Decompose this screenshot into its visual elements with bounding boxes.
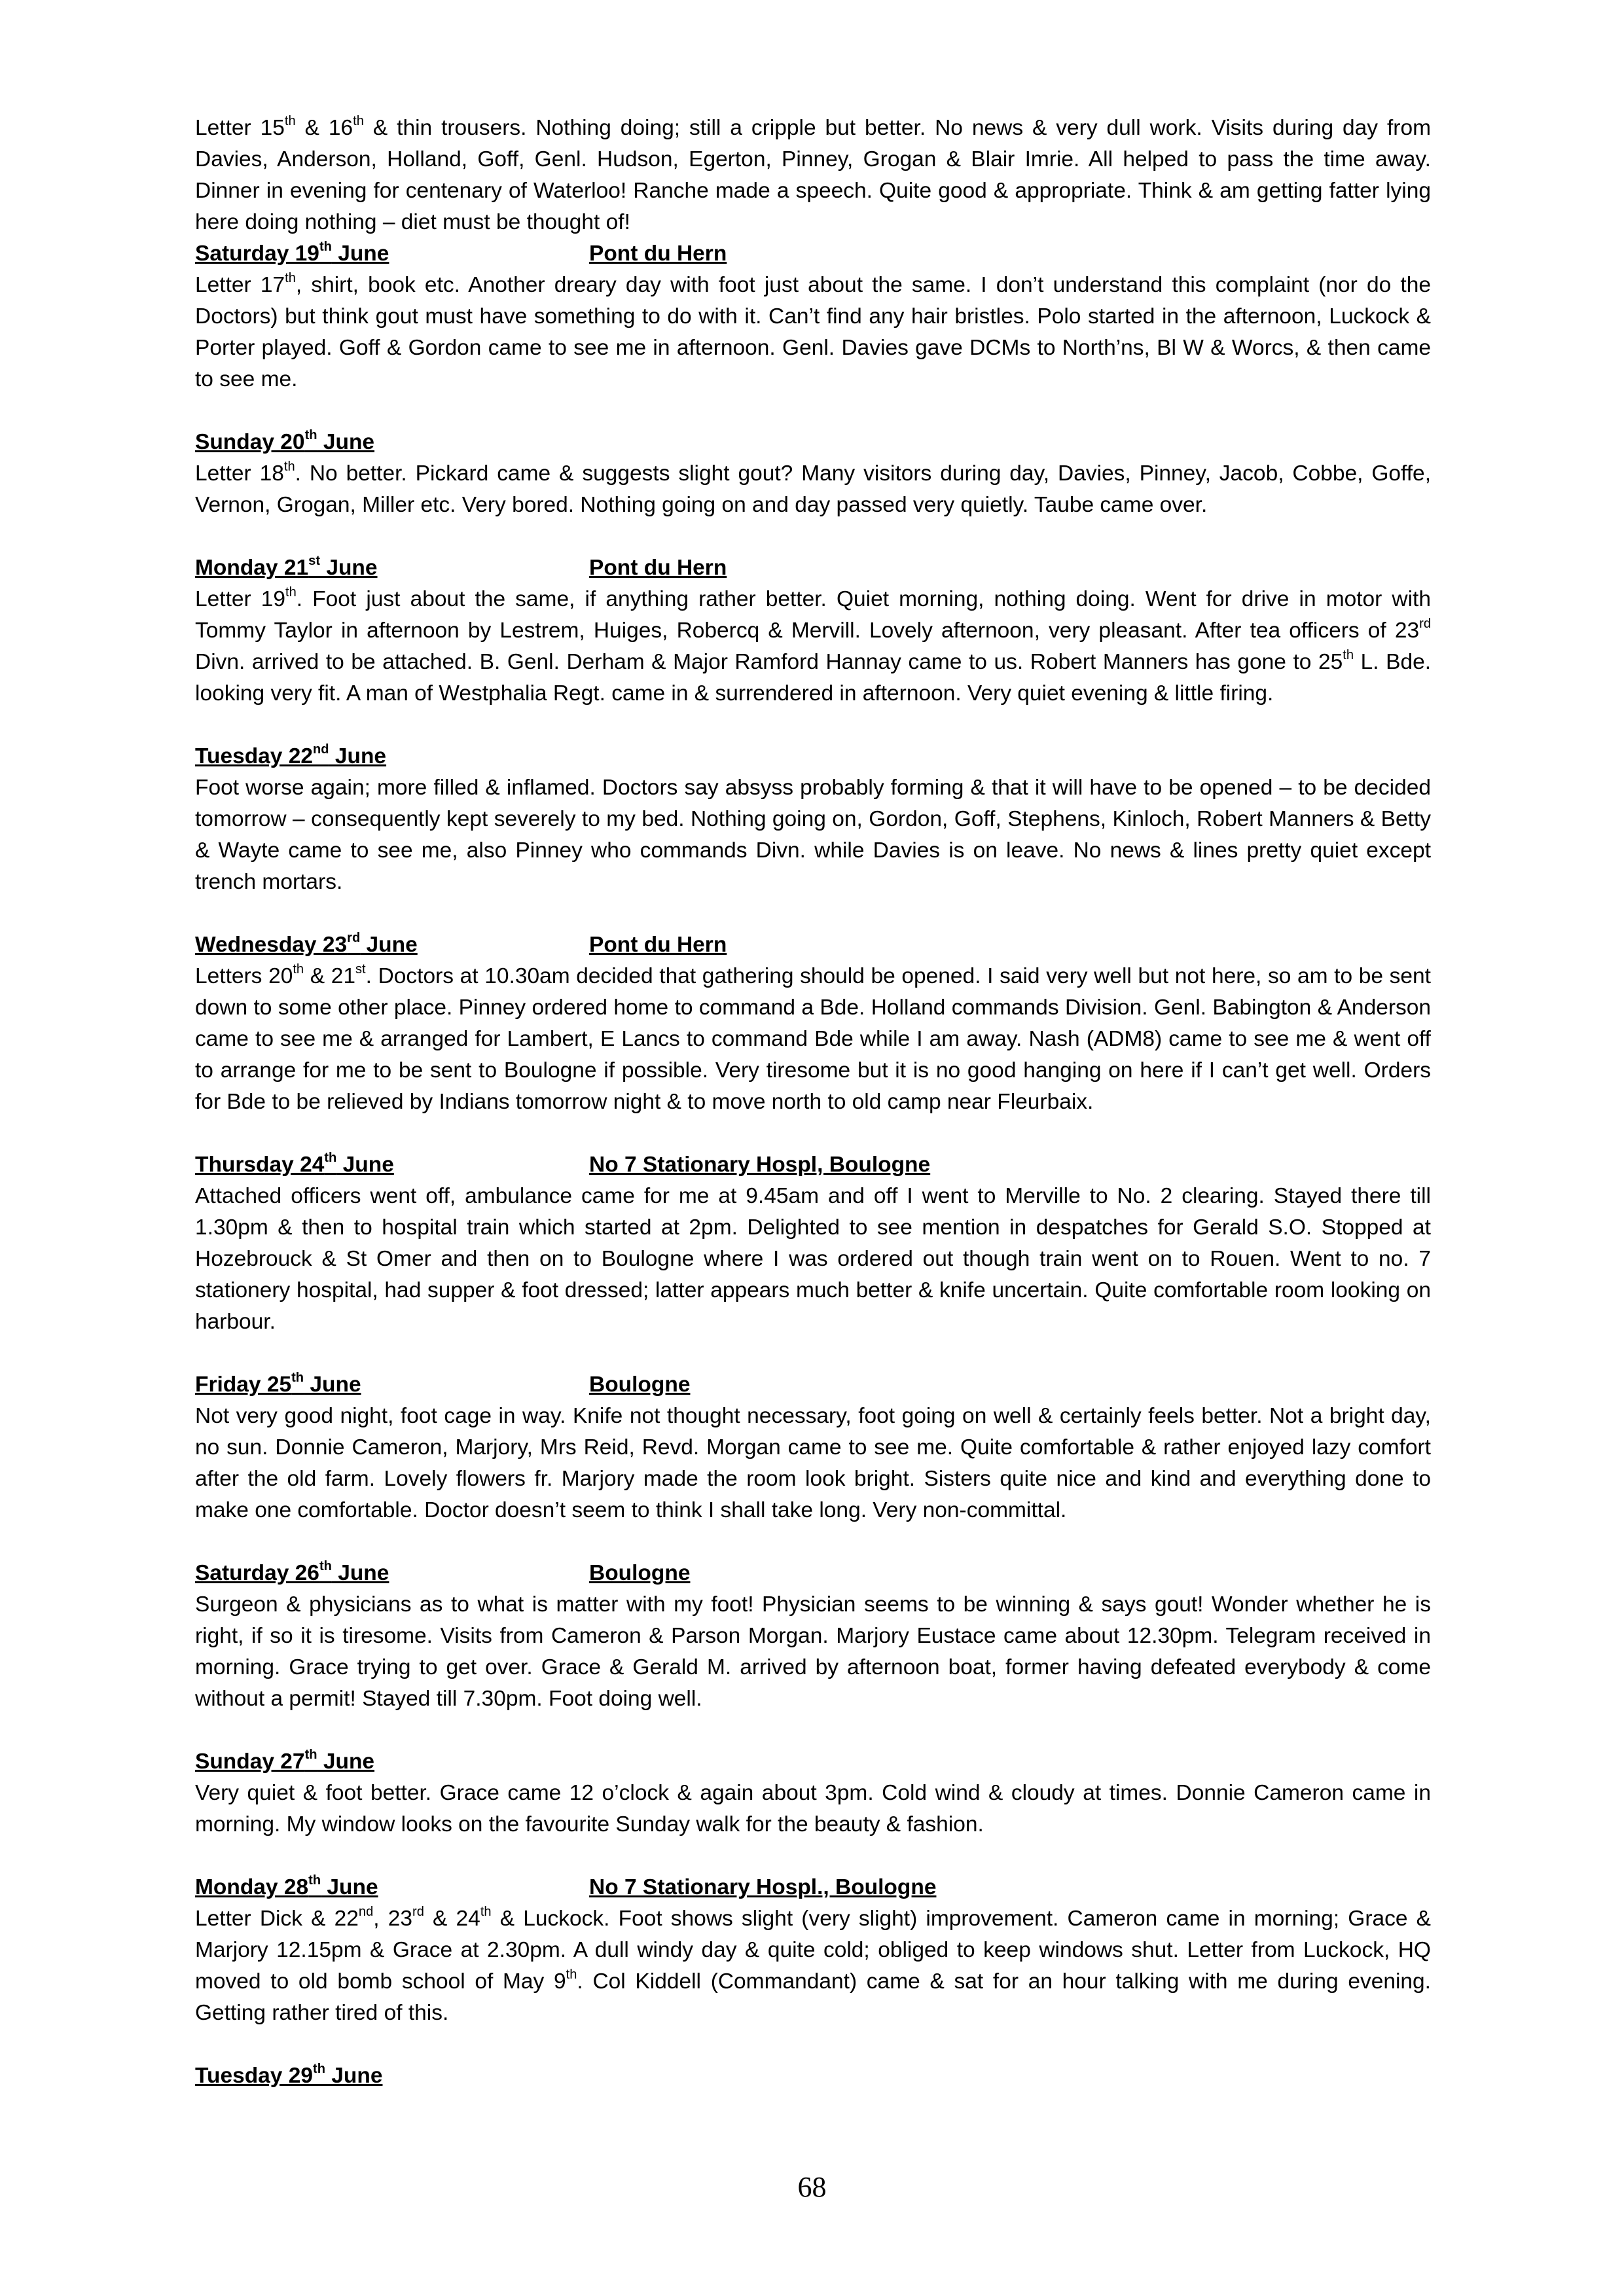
entry-text: Very quiet & foot better. Grace came 12 o’clock & again about 3pm. Cold wind & cloudy at times. Donnie Cameron came in morning. My window looks on the favourite Sunday walk for the beauty & fashion.	[195, 1781, 1431, 1837]
ordinal-suffix: st	[308, 553, 321, 568]
ordinal-suffix: rd	[412, 1904, 424, 1919]
diary-entry	[195, 741, 1431, 898]
entry-place: Boulogne	[589, 1372, 691, 1397]
entry-place: No 7 Stationary Hospl, Boulogne	[589, 1153, 931, 1177]
ordinal-suffix: th	[291, 1370, 304, 1385]
ordinal-suffix: th	[283, 459, 295, 474]
ordinal-suffix: rd	[1419, 616, 1431, 631]
diary-entry	[195, 552, 1431, 709]
diary-entry	[195, 2060, 1431, 2092]
entry-text: Letter Dick & 22nd, 23rd & 24th & Luckock. Foot shows slight (very slight) improvement. Cameron came in morning; Grace & Marjory 12.15pm & Grace at 2.30pm. A dull windy day & quite cold; obliged to keep windows shut. Letter from Luckock, HQ moved to old bomb school of May 9th. Col Kiddell (Commandant) came & sat for an hour talking with me during evening. Getting rather tired of this.	[195, 1904, 1431, 2025]
entry-place: Pont du Hern	[589, 556, 727, 580]
diary-entry	[195, 1746, 1431, 1840]
diary-entry	[195, 1872, 1431, 2029]
entry-text: Attached officers went off, ambulance came for me at 9.45am and off I went to Merville to No. 2 clearing. Stayed there till 1.30pm & then to hospital train which started at 2pm. Delighted to see mention in despatches for Gerald S.O. Stopped at Hozebrouck & St Omer and then on to Boulogne where I was ordered out though train went on to Rouen. Went to no. 7 stationery hospital, had supper & foot dressed; latter appears much better & knife uncertain. Quite comfortable room looking on harbour.	[195, 1184, 1431, 1334]
diary-entry	[195, 1369, 1431, 1526]
diary-entry	[195, 1558, 1431, 1715]
opening-paragraph: Letter 15th & 16th & thin trousers. Nothing doing; still a cripple but better. No news & very dull work. Visits during day from Davies, Anderson, Holland, Goff, Genl. Hudson, Egerton, Pinney, Grogan & Blair Imrie. All helped to pass the time away. Dinner in evening for centenary of Waterloo! Ranche made a speech. Quite good & appropriate. Think & am getting fatter lying here doing nothing – diet must be thought of!	[195, 113, 1431, 234]
ordinal-suffix: th	[304, 1747, 317, 1762]
entry-text: Letter 18th. No better. Pickard came & suggests slight gout? Many visitors during day, Davies, Pinney, Jacob, Cobbe, Goffe, Vernon, Grogan, Miller etc. Very bored. Nothing going on and day passed very quietly. Taube came over.	[195, 459, 1431, 517]
ordinal-suffix: th	[285, 584, 297, 600]
entry-heading	[195, 1149, 1431, 1181]
ordinal-suffix: th	[1343, 647, 1354, 662]
entry-date: Monday 28th June	[195, 1873, 378, 1899]
diary-entry	[195, 238, 1431, 395]
entry-text: Letters 20th & 21st. Doctors at 10.30am decided that gathering should be opened. I said very well but not here, so am to be sent down to some other place. Pinney ordered home to command a Bde. Holland commands Division. Genl. Babington & Anderson came to see me & arranged for Lambert, E Lancs to command Bde while I am away. Nash (ADM8) came to see me & went off to arrange for me to be sent to Boulogne if possible. Very tiresome but it is no good hanging on here if I can’t get well. Orders for Bde to be relieved by Indians tomorrow night & to move north to old camp near Fleurbaix.	[195, 961, 1431, 1114]
entry-heading	[195, 552, 1431, 584]
ordinal-suffix: rd	[347, 930, 361, 945]
entry-heading	[195, 1369, 1431, 1401]
entry-place: Boulogne	[589, 1561, 691, 1585]
ordinal-suffix: th	[319, 1558, 332, 1573]
ordinal-suffix: th	[324, 1150, 337, 1165]
entry-heading	[195, 1872, 1431, 1903]
diary-entry	[195, 427, 1431, 521]
entry-date: Saturday 19th June	[195, 239, 389, 266]
entry-date: Monday 21st June	[195, 553, 378, 580]
ordinal-suffix: th	[285, 270, 296, 285]
ordinal-suffix: th	[293, 961, 304, 977]
entry-place: Pont du Hern	[589, 933, 727, 957]
ordinal-suffix: th	[319, 239, 332, 254]
diary-entry	[195, 1149, 1431, 1338]
entry-text: Letter 17th, shirt, book etc. Another dreary day with foot just about the same. I don’t understand this complaint (nor do the Doctors) but think gout must have something to do with it. Can’t find any hair bristles. Polo started in the afternoon, Luckock & Porter played. Goff & Gordon came to see me in afternoon. Genl. Davies gave DCMs to North’ns, Bl W & Worcs, & then came to see me.	[195, 270, 1432, 391]
entry-date: Thursday 24th June	[195, 1150, 394, 1177]
entry-date: Tuesday 29th June	[195, 2061, 383, 2088]
entry-date: Tuesday 22nd June	[195, 742, 387, 768]
entry-heading	[195, 427, 1431, 458]
entry-heading	[195, 929, 1431, 961]
entry-heading	[195, 1746, 1431, 1778]
entry-place: No 7 Stationary Hospl., Boulogne	[589, 1875, 937, 1899]
entry-date: Sunday 27th June	[195, 1747, 375, 1774]
entry-heading	[195, 1558, 1431, 1589]
ordinal-suffix: th	[313, 2061, 325, 2076]
entry-heading	[195, 2060, 1431, 2092]
ordinal-suffix: nd	[358, 1904, 374, 1919]
ordinal-suffix: th	[353, 113, 364, 128]
ordinal-suffix: th	[284, 113, 296, 128]
entry-text: Letter 19th. Foot just about the same, if anything rather better. Quiet morning, nothing doing. Went for drive in motor with Tommy Taylor in afternoon by Lestrem, Huiges, Robercq & Mervill. Lovely afternoon, very pleasant. After tea officers of 23rd Divn. arrived to be attached. B. Genl. Derham & Major Ramford Hannay came to us. Robert Manners has gone to 25th L. Bde. looking very fit. A man of Westphalia Regt. came in & surrendered in afternoon. Very quiet evening & little firing.	[195, 584, 1432, 706]
entry-heading	[195, 238, 1431, 270]
ordinal-suffix: th	[480, 1904, 492, 1919]
page-number: 68	[797, 2171, 827, 2203]
ordinal-suffix: th	[304, 427, 317, 442]
entry-date: Saturday 26th June	[195, 1558, 389, 1585]
entry-text: Foot worse again; more filled & inflamed. Doctors say absyss probably forming & that it will have to be opened – to be decided tomorrow – consequently kept severely to my bed. Nothing going on, Gordon, Goff, Stephens, Kinloch, Robert Manners & Betty & Wayte came to see me, also Pinney who commands Divn. while Davies is on leave. No news & lines pretty quiet except trench mortars.	[195, 776, 1431, 894]
diary-entry	[195, 929, 1431, 1118]
entry-text: Surgeon & physicians as to what is matter with my foot! Physician seems to be winning & says gout! Wonder whether he is right, if so it is tiresome. Visits from Cameron & Parson Morgan. Marjory Eustace came about 12.30pm. Telegram received in morning. Grace trying to get over. Grace & Gerald M. arrived by afternoon boat, former having defeated everybody & come without a permit! Stayed till 7.30pm. Foot doing well.	[195, 1592, 1431, 1711]
entry-text: Not very good night, foot cage in way. Knife not thought necessary, foot going on well & certainly feels better. Not a bright day, no sun. Donnie Cameron, Marjory, Mrs Reid, Revd. Morgan came to see me. Quite comfortable & rather enjoyed lazy comfort after the old farm. Lovely flowers fr. Marjory made the room look bright. Sisters quite nice and kind and everything done to make one comfortable. Doctor doesn’t seem to think I shall take long. Very non-committal.	[195, 1404, 1431, 1522]
diary-text	[195, 113, 1431, 2092]
entry-date: Wednesday 23rd June	[195, 930, 418, 957]
entry-date: Sunday 20th June	[195, 427, 375, 454]
ordinal-suffix: st	[355, 961, 366, 977]
ordinal-suffix: nd	[313, 742, 329, 757]
entry-place: Pont du Hern	[589, 242, 727, 266]
entry-date: Friday 25th June	[195, 1370, 361, 1397]
entry-heading	[195, 741, 1431, 772]
ordinal-suffix: th	[308, 1873, 321, 1888]
ordinal-suffix: th	[566, 1967, 577, 1982]
